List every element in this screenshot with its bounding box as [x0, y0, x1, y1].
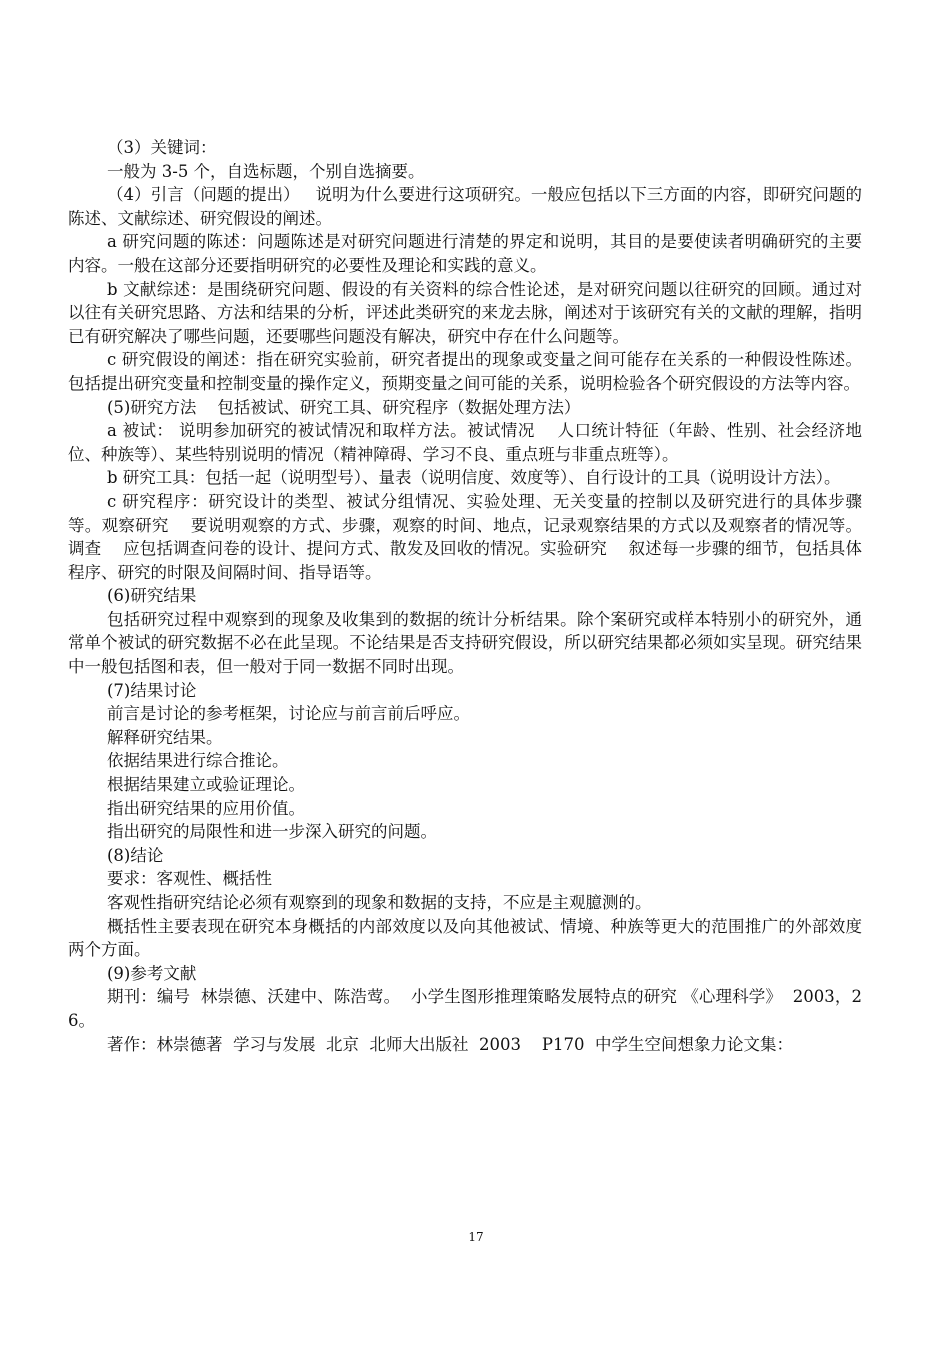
section-heading: (5)研究方法 包括被试、研究工具、研究程序（数据处理方法）	[107, 397, 581, 417]
paragraph: c 研究程序：研究设计的类型、被试分组情况、实验处理、无关变量的控制以及研究进行的具体步骤等。观察研究 要说明观察的方式、步骤，观察的时间、地点，记录观察结果的方式以及观察者的情况等。调查 应包括调查问卷的设计、提问方式、散发及回收的情况。实验研究 叙述每一步骤的细节，包括具体程序、研究的时限及间隔时间、指导语等。	[68, 491, 862, 582]
paragraph: a 研究问题的陈述：问题陈述是对研究问题进行清楚的界定和说明，其目的是要使读者明确研究的主要内容。一般在这部分还要指明研究的必要性及理论和实践的意义。	[68, 232, 862, 275]
paragraph: （3）关键词：	[107, 138, 217, 157]
document-body	[68, 136, 862, 1056]
paragraph: b 文献综述：是围绕研究问题、假设的有关资料的综合性论述，是对研究问题以往研究的回顾。通过对以往有关研究思路、方法和结果的分析，评述此类研究的来龙去脉，阐述对于该研究有关的文献的理解，指明已有研究解决了哪些问题，还要哪些问题没有解决，研究中存在什么问题等。	[68, 279, 862, 346]
paragraph: 客观性指研究结论必须有观察到的现象和数据的支持，不应是主观臆测的。	[107, 893, 652, 912]
section-heading: (6)研究结果	[107, 586, 197, 606]
reference-journal: 期刊：编号 林崇德、沃建中、陈浩莺。 小学生图形推理策略发展特点的研究 《心理科学》 2003，26。	[68, 987, 862, 1030]
section-heading: (9)参考文献	[107, 963, 197, 983]
page-number: 17	[468, 1230, 484, 1244]
paragraph: 包括研究过程中观察到的现象及收集到的数据的统计分析结果。除个案研究或样本特别小的研究外，通常单个被试的研究数据不必在此呈现。不论结果是否支持研究假设，所以研究结果都必须如实呈现。研究结果中一般包括图和表，但一般对于同一数据不同时出现。	[68, 609, 862, 677]
paragraph: 依据结果进行综合推论。	[107, 751, 289, 771]
paragraph: 指出研究结果的应用价值。	[107, 798, 305, 818]
paragraph: 概括性主要表现在研究本身概括的内部效度以及向其他被试、情境、种族等更大的范围推广的外部效度两个方面。	[68, 916, 862, 960]
paragraph: 指出研究的局限性和进一步深入研究的问题。	[107, 822, 437, 842]
section-heading: (8)结论	[107, 845, 164, 865]
reference-book: 著作：林崇德著 学习与发展 北京 北师大出版社 2003 P170 中学生空间想象力论文集：	[107, 1034, 794, 1054]
paragraph: 根据结果建立或验证理论。	[107, 775, 305, 795]
paragraph: 要求：客观性、概括性	[107, 869, 272, 889]
paragraph: c 研究假设的阐述：指在研究实验前，研究者提出的现象或变量之间可能存在关系的一种假设性陈述。包括提出研究变量和控制变量的操作定义，预期变量之间可能的关系，说明检验各个研究假设的方法等内容。	[68, 350, 862, 393]
section-heading: (7)结果讨论	[107, 680, 197, 700]
paragraph: 解释研究结果。	[107, 727, 223, 747]
paragraph: （4）引言（问题的提出） 说明为什么要进行这项研究。一般应包括以下三方面的内容，即研究问题的陈述、文献综述、研究假设的阐述。	[68, 185, 862, 228]
paragraph: b 研究工具：包括一起（说明型号）、量表（说明信度、效度等）、自行设计的工具（说明设计方法）。	[107, 468, 841, 488]
paragraph: 前言是讨论的参考框架，讨论应与前言前后呼应。	[107, 704, 470, 724]
paragraph: a 被试： 说明参加研究的被试情况和取样方法。被试情况 人口统计特征（年龄、性别、社会经济地位、种族等）、某些特别说明的情况（精神障碍、学习不良、重点班与非重点班等）。	[68, 421, 862, 464]
paragraph: 一般为 3-5 个，自选标题，个别自选摘要。	[107, 161, 425, 181]
